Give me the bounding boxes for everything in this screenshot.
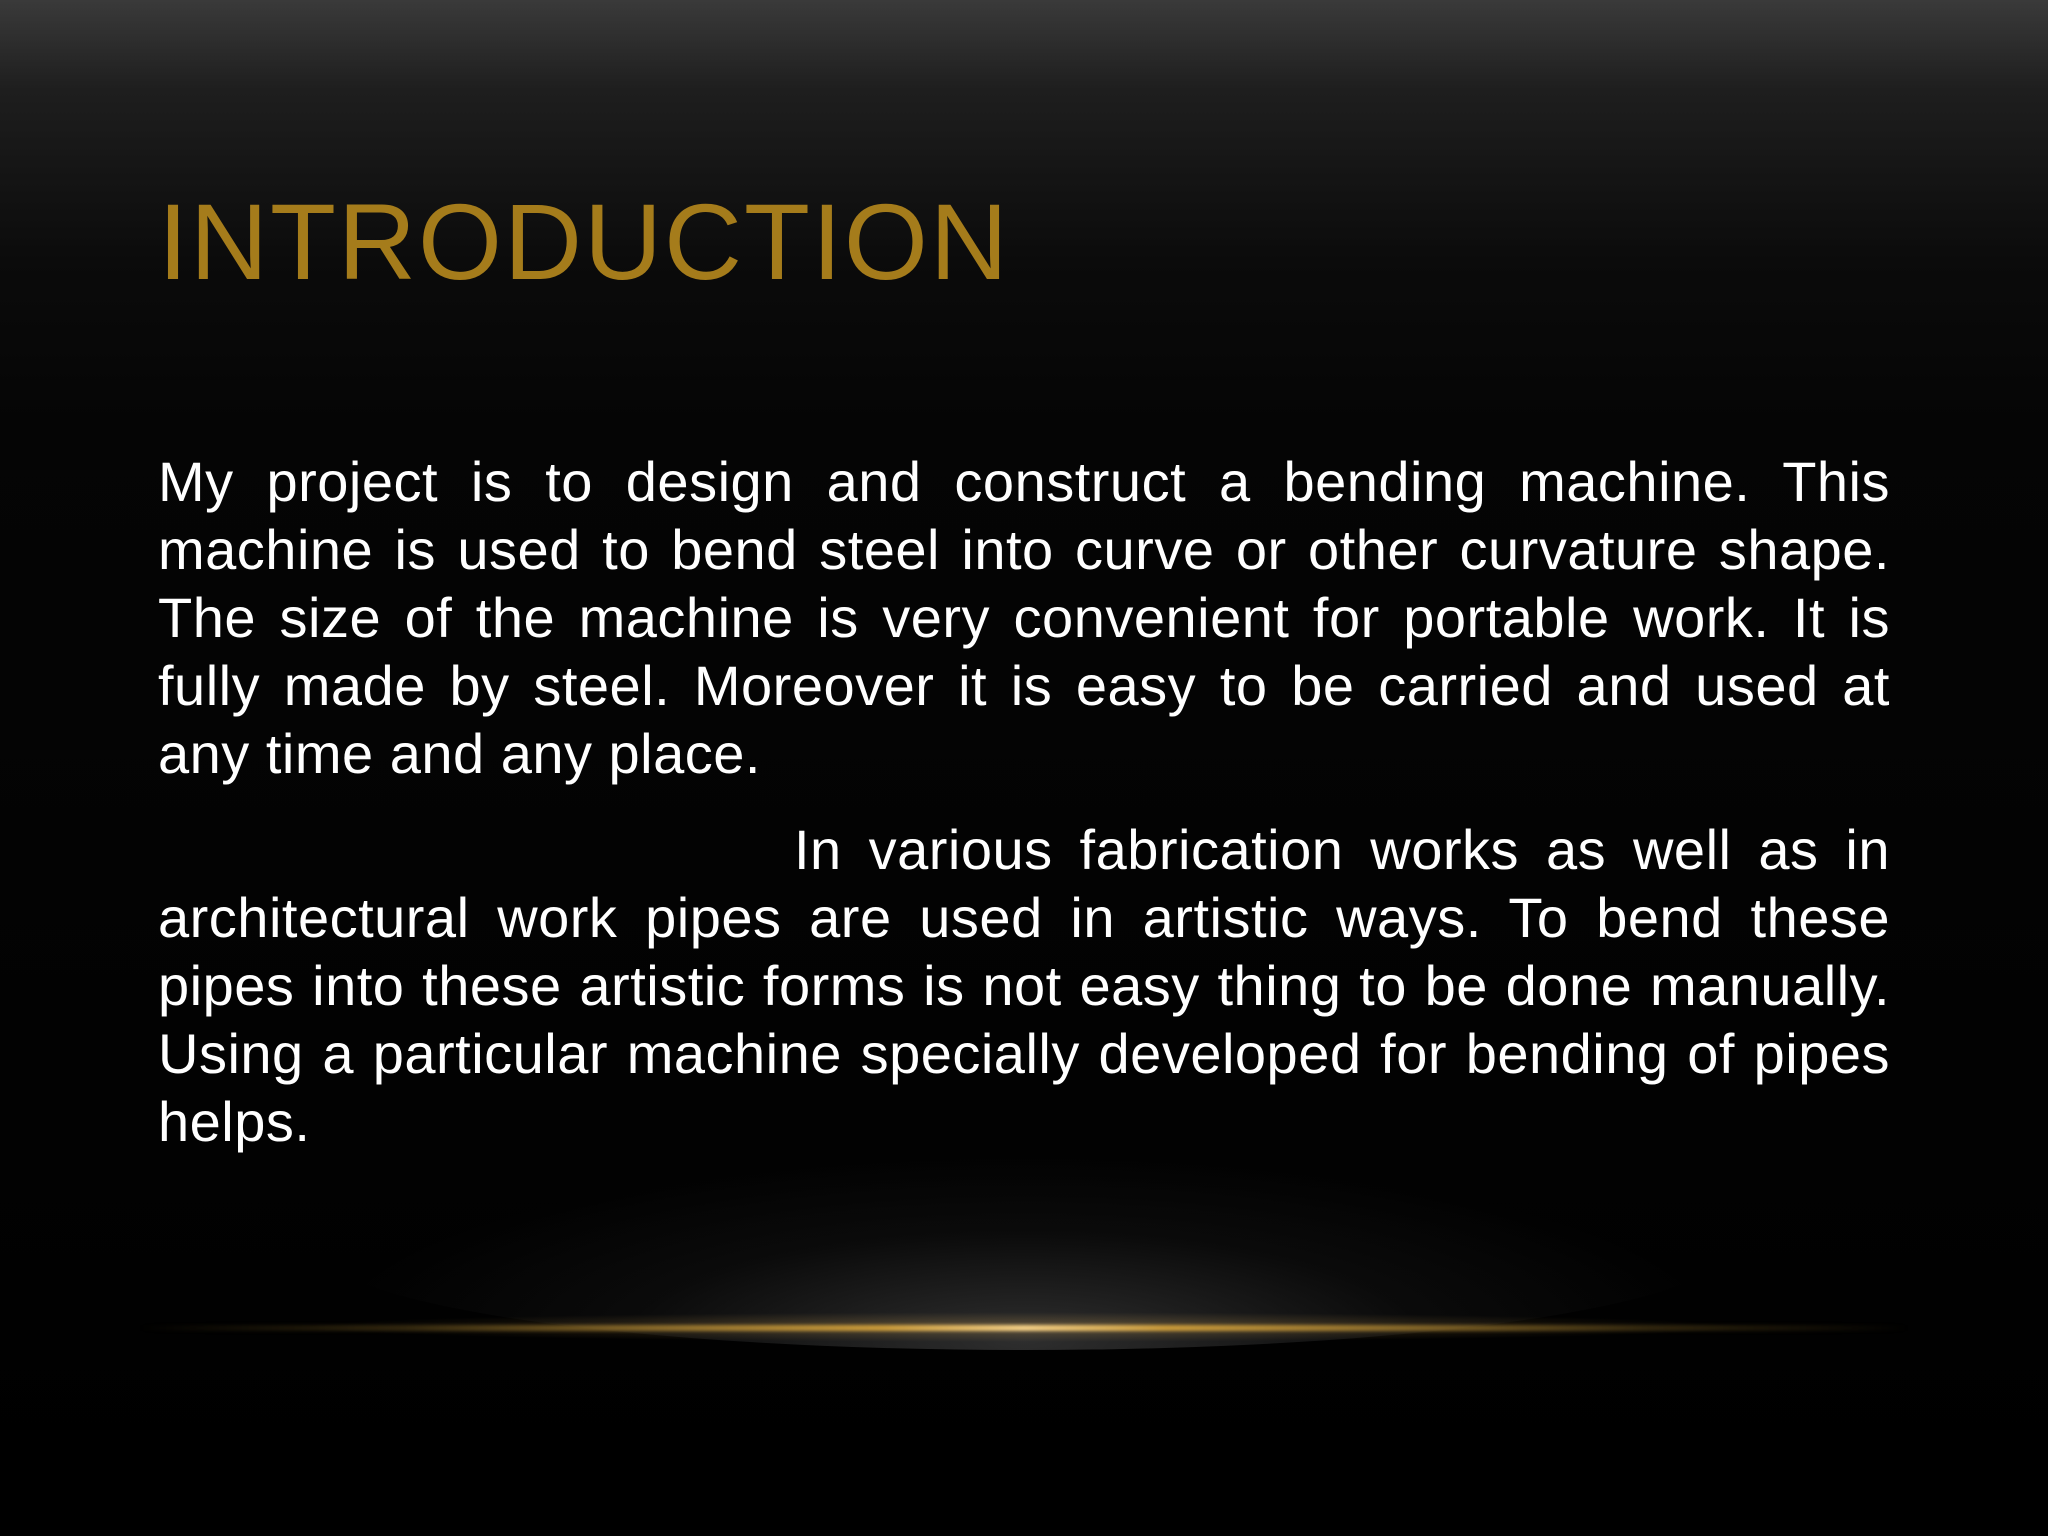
paragraph-project-description: My project is to design and construct a bending machine. This machine is used to bend steel into curve or other curvature shape. The size of the machine is very convenient for portable work. It is fully made by steel. Moreover it is easy to be carried and used at any time and any place. (158, 450, 1890, 785)
golden-horizon-line (140, 1325, 1908, 1331)
slide-title: INTRODUCTION (158, 181, 1010, 302)
slide-body (158, 448, 1890, 1184)
paragraph-pipe-bending: In various fabrication works as well as in architectural work pipes are used in artistic ways. To bend these pipes into these artistic forms is not easy thing to be done manually. Using a particular machine specially developed for bending of pipes helps. (158, 818, 1890, 1153)
